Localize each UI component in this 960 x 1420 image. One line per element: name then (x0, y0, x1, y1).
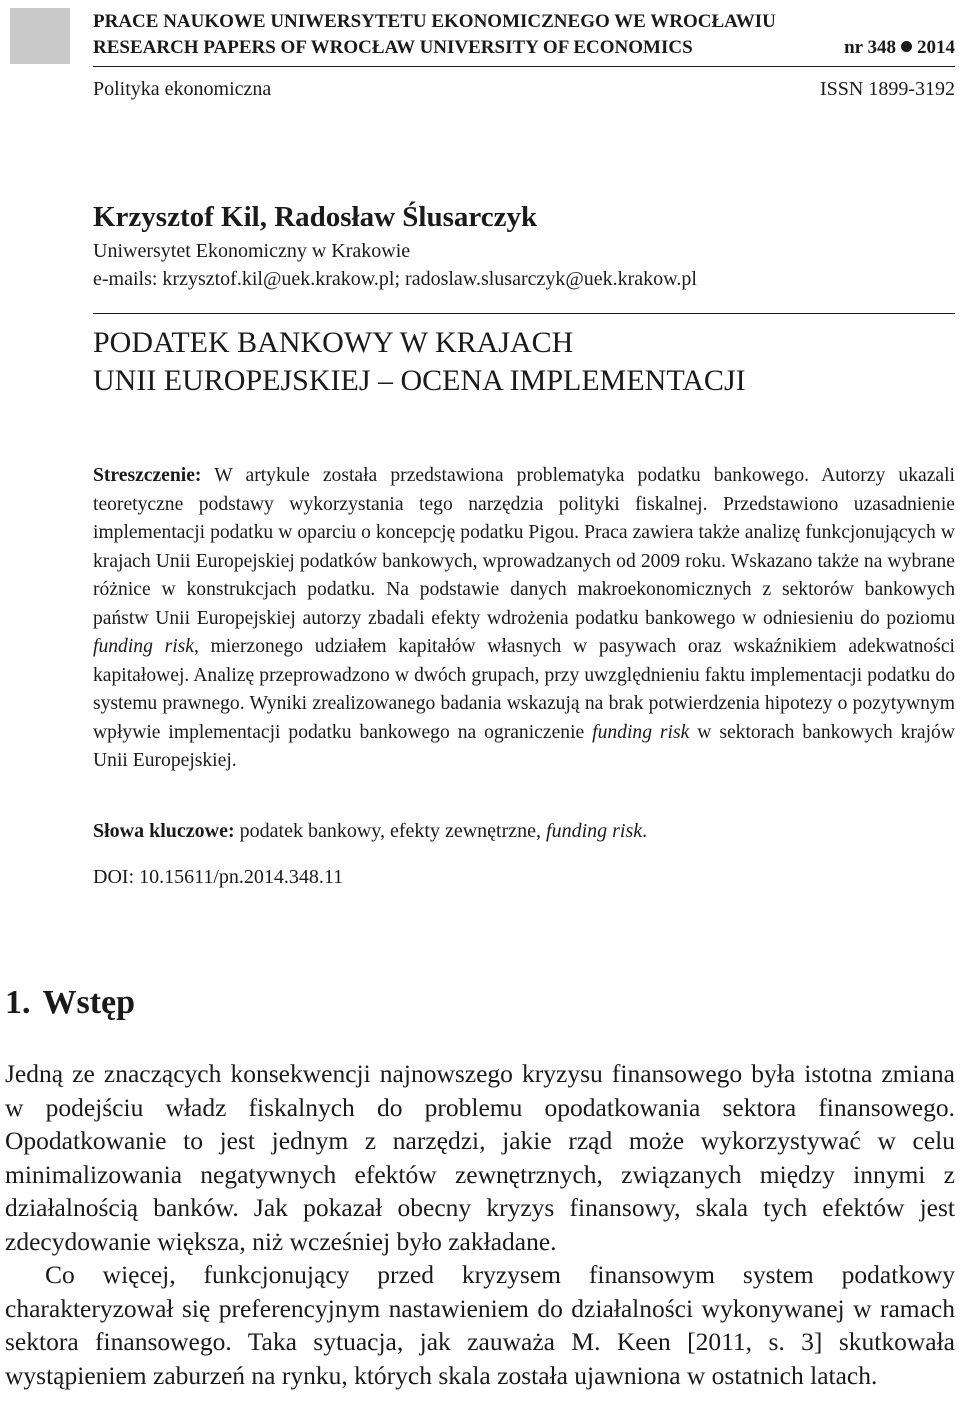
keywords-end: . (642, 820, 648, 842)
header-gray-block (10, 8, 70, 64)
series-name: Polityka ekonomiczna (93, 78, 272, 100)
abstract-text-2: , mierzonego udziałem kapitałów własnych w pasywach oraz wskaźnikiem adekwatności kapitałowej. Analizę przeprowadzono w dwóch grupach, przy uwzględnieniu faktu implementacji podatku do systemu prawnego. Wyniki zrealizowanego badania wskazują na brak potwierdzenia hipotezy o pozytywnym wpływie implementacji podatku bankowego na ograniczenie (93, 636, 955, 743)
journal-title-pl (93, 11, 955, 33)
abstract-text-1: W artykule została przedstawiona problematyka podatku bankowego. Autorzy ukazali teoretyczne podstawy wykorzystania tego narzędzia polityki fiskalnej. Przedstawiono uzasadnienie implementacji podatku w oparciu o koncepcję podatku Pigou. Praca zawiera także analizę funkcjonujących w krajach Unii Europejskiej podatków bankowych, wprowadzanych od 2009 roku. Wskazano także na wybrane różnice w konstrukcjach podatku. Na podstawie danych makroekonomicznych z sektorów bankowych państw Unii Europejskiej autorzy zbadali efekty wdrożenia podatku bankowego w odniesieniu do poziomu (93, 465, 955, 629)
header-rule (93, 66, 955, 67)
issn: ISSN 1899-3192 (819, 78, 955, 100)
section-number: 1. (5, 984, 31, 1021)
issue-number: nr 348 (844, 37, 896, 58)
doi: DOI: 10.15611/pn.2014.348.11 (93, 866, 344, 888)
section-heading (5, 984, 135, 1022)
author-names: Krzysztof Kil, Radosław Ślusarczyk (93, 201, 538, 233)
keywords-term: funding risk (546, 820, 643, 842)
abstract (93, 462, 955, 776)
author-affiliation: Uniwersytet Ekonomiczny w Krakowie (93, 240, 411, 262)
bullet-dot-icon (901, 41, 912, 52)
keywords (93, 820, 647, 843)
series-row (93, 78, 955, 102)
keywords-text: podatek bankowy, efekty zewnętrzne, (234, 820, 547, 842)
journal-title-en (93, 37, 955, 59)
title-rule (93, 313, 955, 314)
abstract-paragraph (93, 462, 955, 776)
issue-info (844, 37, 955, 59)
paper-title-line-1: PODATEK BANKOWY W KRAJACH (93, 326, 574, 359)
issue-year: 2014 (917, 37, 955, 58)
keywords-label: Słowa kluczowe: (93, 820, 235, 842)
journal-title-pl-text: PRACE NAUKOWE UNIWERSYTETU EKONOMICZNEGO WE WROCŁAWIU (93, 11, 776, 32)
abstract-term-2: funding risk (592, 721, 690, 743)
section-body (5, 1057, 955, 1392)
journal-title-en-text: RESEARCH PAPERS OF WROCŁAW UNIVERSITY OF ECONOMICS (93, 37, 693, 58)
author-emails: e-mails: krzysztof.kil@uek.krakow.pl; radoslaw.slusarczyk@uek.krakow.pl (93, 268, 697, 290)
paper-title-line-2: UNII EUROPEJSKIEJ – OCENA IMPLEMENTACJI (93, 364, 746, 397)
abstract-label: Streszczenie: (93, 465, 202, 486)
abstract-term-1: funding risk (93, 636, 194, 657)
abstract-text-3: w sektorach bankowych krajów Unii Europejskiej. (93, 721, 955, 771)
section-title: Wstęp (42, 984, 136, 1021)
body-paragraph-2: Co więcej, funkcjonujący przed kryzysem finansowym system podatkowy charakteryzował się preferencyjnym nastawieniem do działalności wykonywanej w ramach sektora finansowego. Taka sytuacja, jak zauważa M. Keen [2011, s. 3] skutkowała wystąpieniem zaburzeń na rynku, których skala została ujawniona w ostatnich latach. (5, 1260, 955, 1390)
body-paragraph-1: Jedną ze znaczących konsekwencji najnowszego kryzysu finansowego była istotna zmiana w podejściu władz fiskalnych do problemu opodatkowania sektora finansowego. Opodatkowanie to jest jednym z narzędzi, jakie rząd może wykorzystywać w celu minimalizowania negatywnych efektów zewnętrznych, związanych między innymi z działalnością banków. Jak pokazał obecny kryzys finansowy, skala tych efektów jest zdecydowanie większa, niż wcześniej było zakładane. (5, 1059, 955, 1256)
